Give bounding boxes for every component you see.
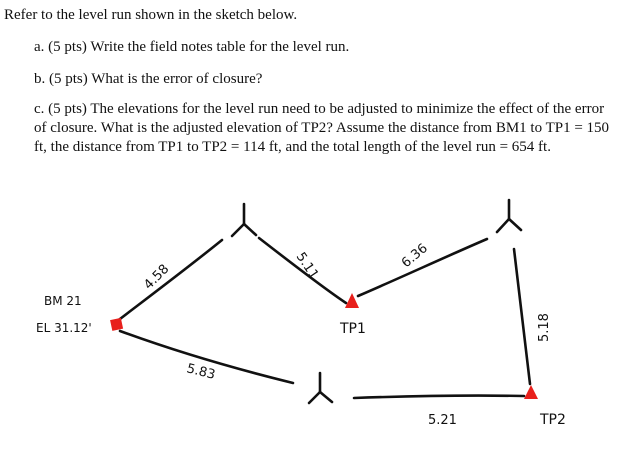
benchmark-elevation: EL 31.12' xyxy=(36,321,92,335)
sight-line-bm-to-inst1 xyxy=(116,240,222,322)
instrument-icon xyxy=(309,373,332,403)
benchmark-marker-icon xyxy=(110,318,123,331)
reading-label: 5.83 xyxy=(185,361,217,383)
reading-label: 4.58 xyxy=(141,261,173,293)
tp1-marker-icon xyxy=(345,293,359,308)
reading-label: 5.21 xyxy=(428,413,457,428)
benchmark-name: BM 21 xyxy=(44,294,82,308)
sight-line-inst2-to-tp2 xyxy=(514,249,530,384)
reading-label: 5.11 xyxy=(292,249,322,283)
instrument-icon xyxy=(232,204,256,236)
level-run-sketch xyxy=(0,195,622,450)
question-b: b. (5 pts) What is the error of closure? xyxy=(34,71,263,87)
problem-intro: Refer to the level run shown in the sketch below. xyxy=(4,7,298,23)
question-a: a. (5 pts) Write the field notes table for the level run. xyxy=(34,39,350,55)
reading-label: 5.18 xyxy=(537,313,552,342)
tp1-label: TP1 xyxy=(340,321,366,337)
instrument-icon xyxy=(497,200,521,232)
reading-label: 6.36 xyxy=(398,240,431,272)
tp2-label: TP2 xyxy=(540,412,566,428)
question-c: c. (5 pts) The elevations for the level run need to be adjusted to minimize the effect of the error of closure. What is the adjusted elevation of TP2? Assume the distance from BM1 to TP1 = 150 ft, the distance from TP1 to TP2 = 114 ft, and the total length of the level run = 654 ft. xyxy=(34,101,610,155)
tp2-marker-icon xyxy=(524,385,538,399)
sight-line-inst3-to-tp2 xyxy=(354,396,524,398)
